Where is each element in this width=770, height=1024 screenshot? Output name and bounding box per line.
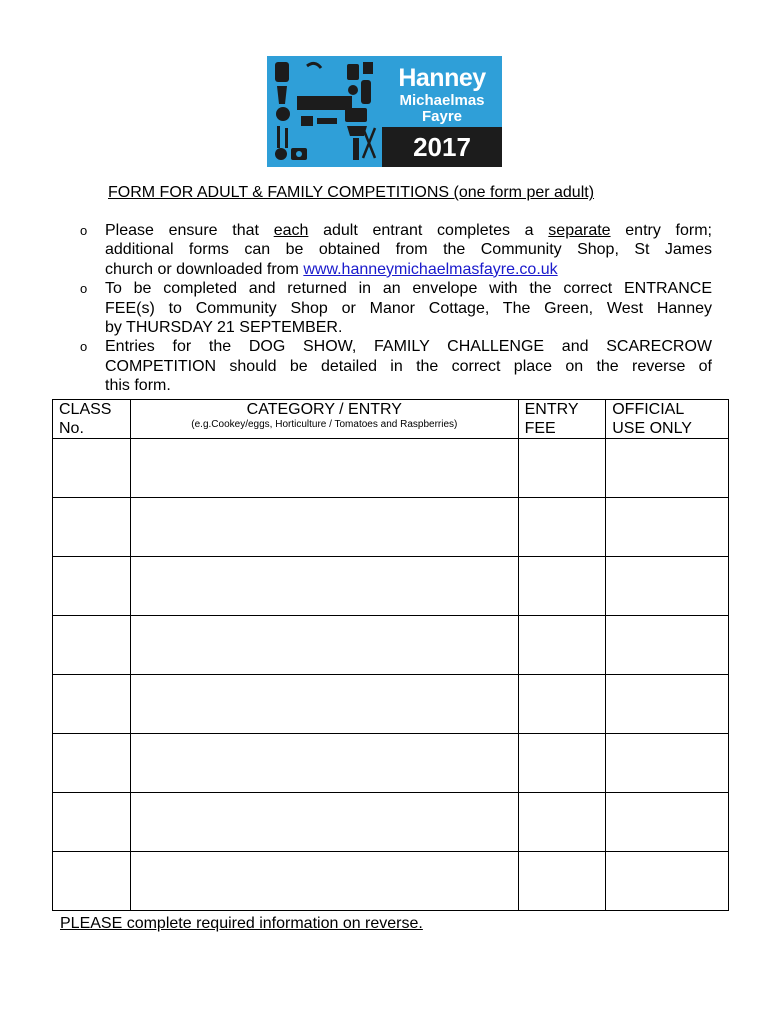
- fee-cell[interactable]: [518, 439, 606, 498]
- form-title: FORM FOR ADULT & FAMILY COMPETITIONS (one form per adult): [108, 184, 595, 201]
- official-cell: [606, 498, 729, 557]
- official-cell: [606, 616, 729, 675]
- official-cell: [606, 557, 729, 616]
- logo-text-panel: [382, 56, 502, 167]
- header-category: CATEGORY / ENTRY (e.g.Cookey/eggs, Horticulture / Tomatoes and Raspberries): [131, 400, 519, 439]
- logo-line1: Hanney: [398, 64, 486, 92]
- header-entry-fee: ENTRY FEE: [518, 400, 606, 439]
- category-cell[interactable]: [131, 498, 519, 557]
- table-row: [53, 498, 729, 557]
- entries-table: [52, 399, 729, 911]
- website-link[interactable]: www.hanneymichaelmasfayre.co.uk: [303, 260, 558, 278]
- category-cell[interactable]: [131, 616, 519, 675]
- instructions-list: [78, 221, 712, 396]
- logo-icons-graphic: [267, 56, 382, 167]
- fee-cell[interactable]: [518, 793, 606, 852]
- official-cell: [606, 675, 729, 734]
- category-cell[interactable]: [131, 852, 519, 911]
- header-class-no: CLASS No.: [53, 400, 131, 439]
- bullet-circle-icon: o: [80, 223, 88, 238]
- official-cell: [606, 734, 729, 793]
- footer-note: PLEASE complete required information on reverse.: [60, 915, 423, 932]
- table-row: [53, 852, 729, 911]
- table-row: [53, 557, 729, 616]
- class-no-cell[interactable]: [53, 557, 131, 616]
- fee-cell[interactable]: [518, 852, 606, 911]
- official-cell: [606, 439, 729, 498]
- emphasis-separate: separate: [548, 222, 611, 239]
- category-cell[interactable]: [131, 675, 519, 734]
- fee-cell[interactable]: [518, 616, 606, 675]
- official-cell: [606, 793, 729, 852]
- header-official-use: OFFICIAL USE ONLY: [606, 400, 729, 439]
- class-no-cell[interactable]: [53, 793, 131, 852]
- category-cell[interactable]: [131, 793, 519, 852]
- instruction-item: o Entries for the DOG SHOW, FAMILY CHALLENGE and SCARECROW COMPETITION should be detailed in the correct place on the reverse of this form.: [80, 338, 712, 395]
- category-cell[interactable]: [131, 439, 519, 498]
- class-no-cell[interactable]: [53, 734, 131, 793]
- fayre-logo: [267, 56, 502, 167]
- fee-cell[interactable]: [518, 675, 606, 734]
- bullet-circle-icon: o: [80, 339, 88, 355]
- instruction-item: o To be completed and returned in an envelope with the correct ENTRANCE FEE(s) to Community Shop or Manor Cottage, The Green, West Hanney by THURSDAY 21 SEPTEMBER.: [80, 280, 712, 337]
- bullet-circle-icon: o: [80, 281, 88, 297]
- category-cell[interactable]: [131, 557, 519, 616]
- logo-illustration: [267, 56, 382, 167]
- table-row: [53, 793, 729, 852]
- table-row: [53, 675, 729, 734]
- class-no-cell[interactable]: [53, 852, 131, 911]
- category-cell[interactable]: [131, 734, 519, 793]
- class-no-cell[interactable]: [53, 439, 131, 498]
- logo-line3: Fayre: [421, 108, 463, 125]
- fee-cell[interactable]: [518, 734, 606, 793]
- emphasis-each: each: [273, 222, 309, 239]
- table-row: [53, 439, 729, 498]
- table-row: [53, 616, 729, 675]
- class-no-cell[interactable]: [53, 675, 131, 734]
- class-no-cell[interactable]: [53, 498, 131, 557]
- table-row: [53, 734, 729, 793]
- logo-line2: Michaelmas: [399, 92, 485, 109]
- official-cell: [606, 852, 729, 911]
- header-category-example: (e.g.Cookey/eggs, Horticulture / Tomatoes and Raspberries): [191, 419, 458, 430]
- fee-cell[interactable]: [518, 498, 606, 557]
- table-header-row: [53, 400, 729, 439]
- class-no-cell[interactable]: [53, 616, 131, 675]
- instruction-item: o Please ensure that each adult entrant completes a separate entry form; additional forms can be obtained from the Community Shop, St James church or downloaded from www.hanneymichaelmasfayre.co.uk: [80, 222, 713, 278]
- logo-year: 2017: [382, 127, 502, 167]
- fee-cell[interactable]: [518, 557, 606, 616]
